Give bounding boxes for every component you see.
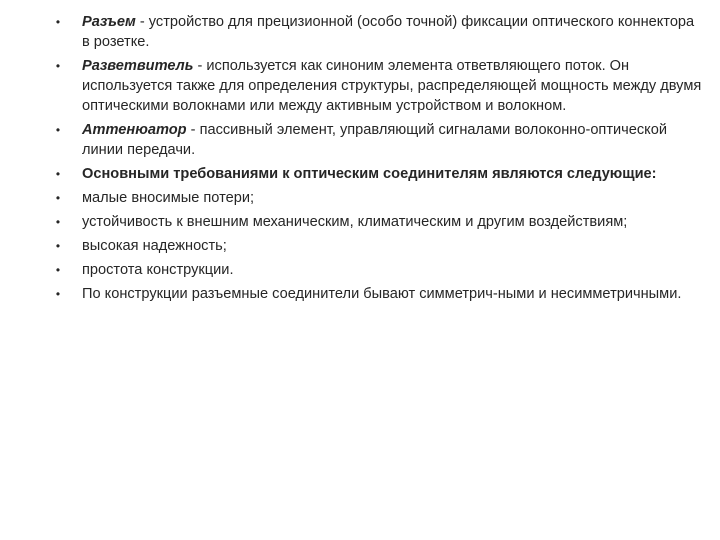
bullet-dot-icon: • — [55, 287, 61, 301]
bullet-item-attenuator — [52, 120, 702, 160]
bullet-item-requirements-heading — [52, 164, 702, 184]
bullet-item-splitter — [52, 56, 702, 116]
bullet-dot-icon: • — [55, 167, 61, 181]
bullet-item-reliability — [52, 236, 702, 256]
requirement-simplicity: простота конструкции. — [82, 262, 234, 278]
bullet-dot-icon: • — [55, 215, 61, 229]
requirement-low-loss: малые вносимые потери; — [82, 190, 255, 206]
bullet-dot-icon: • — [55, 239, 61, 253]
definition-splitter: - используется как синоним элемента ответвляющего поток. Он используется также для определения структуры, распределяющей мощность между двумя оптическими волокнами или между активным устройством и волокном. — [82, 58, 702, 114]
bullet-item-simplicity — [52, 260, 702, 280]
requirement-durability: устойчивость к внешним механическим, климатическим и другим воздействиям; — [82, 214, 628, 230]
bullet-item-durability — [52, 212, 702, 232]
definition-connector: - устройство для прецизионной (особо точной) фиксации оптического коннектора в розетке. — [82, 14, 695, 50]
term-splitter: Разветвитель — [82, 58, 194, 74]
bullet-item-low-loss — [52, 188, 702, 208]
construction-types: По конструкции разъемные соединители бывают симметрич-ными и несимметричными. — [82, 286, 682, 302]
bullet-dot-icon: • — [55, 123, 61, 137]
bullet-item-connector — [52, 12, 702, 52]
bullet-dot-icon: • — [55, 263, 61, 277]
term-connector: Разъем — [82, 14, 136, 30]
bullet-dot-icon: • — [55, 191, 61, 205]
requirements-heading: Основными требованиями к оптическим соединителям являются следующие: — [82, 166, 657, 182]
definition-attenuator: - пассивный элемент, управляющий сигналами волоконно-оптической линии передачи. — [82, 122, 668, 158]
bullet-item-construction — [52, 284, 702, 304]
term-attenuator: Аттенюатор — [82, 122, 187, 138]
bullet-list — [52, 12, 702, 308]
requirement-reliability: высокая надежность; — [82, 238, 227, 254]
bullet-dot-icon: • — [55, 15, 61, 29]
bullet-dot-icon: • — [55, 59, 61, 73]
